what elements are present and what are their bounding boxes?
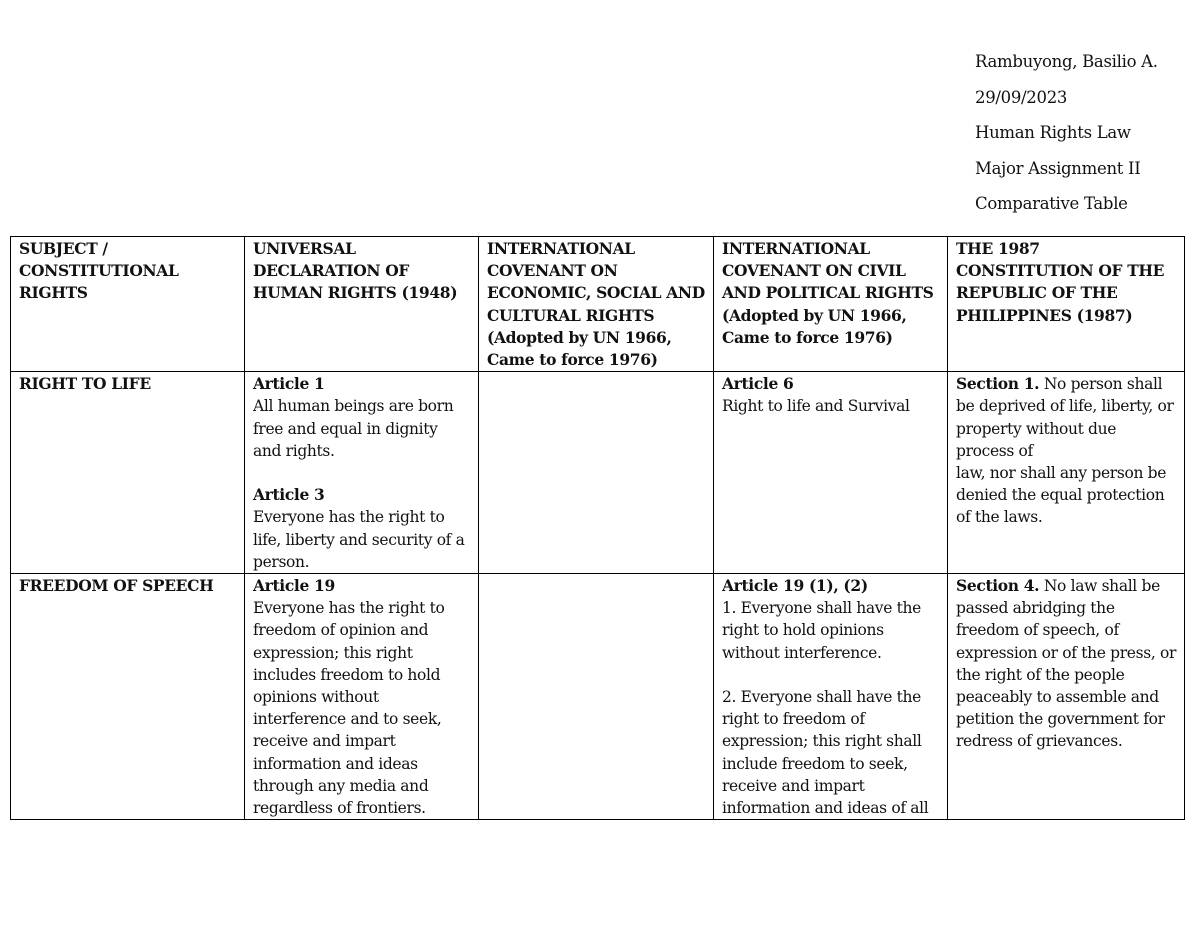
article-text: All human beings are born free and equal in dignity and rights.	[253, 397, 454, 460]
iccpr-cell	[714, 574, 948, 820]
icescr-cell	[479, 372, 714, 574]
column-header-icescr: INTERNATIONAL COVENANT ON ECONOMIC, SOCIAL AND CULTURAL RIGHTS (Adopted by UN 1966, Came to force 1976)	[479, 237, 714, 372]
iccpr-cell	[714, 372, 948, 574]
article-text: Everyone has the right to freedom of opinion and expression; this right includes freedom to hold opinions without interference and to seek, receive and impart information and ideas through any media and regardless of frontiers.	[253, 599, 445, 818]
article-text: 2. Everyone shall have the right to freedom of expression; this right shall include freedom to seek, receive and impart information and ideas of all	[722, 688, 929, 818]
table-row-freedom-of-speech	[11, 574, 1185, 820]
article-title: Article 19	[253, 576, 335, 596]
document-type: Comparative Table	[975, 194, 1128, 213]
subject-cell: FREEDOM OF SPEECH	[11, 574, 245, 820]
assignment-name: Major Assignment II	[975, 158, 1141, 178]
constitution-cell	[948, 372, 1185, 574]
section-title: Section 4.	[956, 576, 1040, 596]
article-text: Everyone has the right to life, liberty and security of a person.	[253, 508, 465, 571]
course-name: Human Rights Law	[975, 123, 1131, 142]
document-date: 29/09/2023	[975, 87, 1068, 107]
article-text: Right to life and Survival	[722, 397, 910, 416]
section-text: No law shall be passed abridging the freedom of speech, of expression or of the press, or the right of the people peaceably to assemble and petition the government for redress of grievances.	[956, 577, 1177, 751]
article-title: Article 3	[253, 485, 325, 505]
article-text: 1. Everyone shall have the right to hold opinions without interference.	[722, 599, 921, 662]
article-title: Article 19 (1), (2)	[722, 576, 868, 596]
column-header-udhr: UNIVERSAL DECLARATION OF HUMAN RIGHTS (1948)	[245, 237, 479, 372]
column-header-iccpr: INTERNATIONAL COVENANT ON CIVIL AND POLITICAL RIGHTS (Adopted by UN 1966, Came to force 1976)	[714, 237, 948, 372]
constitution-cell	[948, 574, 1185, 820]
subject-cell: RIGHT TO LIFE	[11, 372, 245, 574]
table-row-right-to-life	[11, 372, 1185, 574]
column-header-subject: SUBJECT / CONSTITUTIONAL RIGHTS	[11, 237, 245, 372]
udhr-cell	[245, 372, 479, 574]
document-header	[975, 44, 1190, 222]
section-text-continued: law, nor shall any person be denied the equal protection of the laws.	[956, 464, 1167, 527]
table-header-row	[11, 237, 1185, 372]
comparative-table	[10, 236, 1185, 820]
section-title: Section 1.	[956, 374, 1040, 394]
column-header-constitution: THE 1987 CONSTITUTION OF THE REPUBLIC OF THE PHILIPPINES (1987)	[948, 237, 1185, 372]
article-title: Article 6	[722, 374, 794, 394]
section-text: No person shall be deprived of life, liberty, or property without due process of	[956, 375, 1174, 460]
udhr-cell	[245, 574, 479, 820]
author-name: Rambuyong, Basilio A.	[975, 52, 1158, 71]
article-title: Article 1	[253, 374, 325, 394]
icescr-cell	[479, 574, 714, 820]
